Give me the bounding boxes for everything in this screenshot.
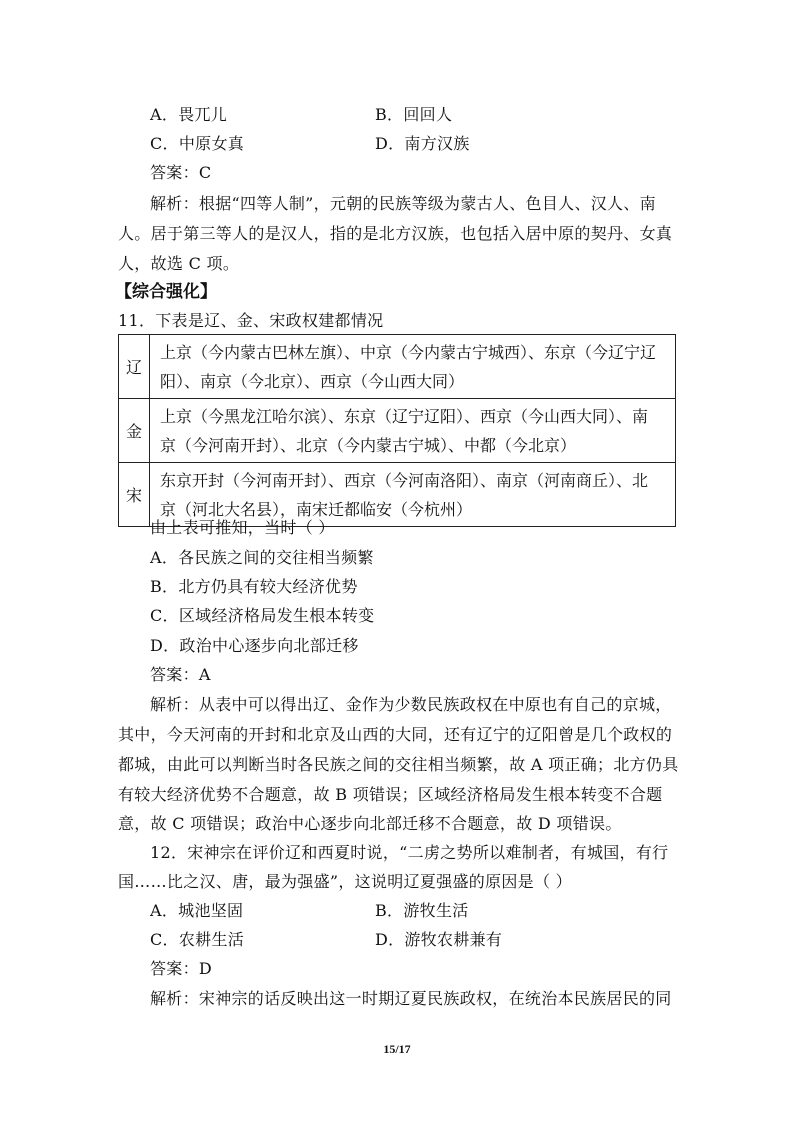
table-cell-line: 东京开封（今河南开封）、西京（今河南洛阳）、南京（河南商丘）、北 bbox=[160, 471, 649, 490]
table-cell-dynasty: 金 bbox=[119, 399, 150, 463]
table-cell-capitals bbox=[150, 399, 676, 463]
q10-option-b: B．回回人 bbox=[375, 105, 453, 124]
table-cell-line: 京（今河南开封）、北京（今内蒙古宁城）、中都（今北京） bbox=[160, 436, 577, 455]
q12-option-d: D．游牧农耕兼有 bbox=[375, 930, 503, 949]
q11-stem: 11．下表是辽、金、宋政权建都情况 bbox=[118, 311, 384, 330]
table-row bbox=[119, 335, 676, 399]
q10-option-c: C．中原女真 bbox=[150, 134, 245, 153]
q11-analysis-line: 都城，由此可以判断当时各民族之间的交往相当频繁，故 A 项正确；北方仍具 bbox=[118, 755, 679, 774]
q11-option-b: B．北方仍具有较大经济优势 bbox=[150, 577, 358, 596]
q12-option-c: C．农耕生活 bbox=[150, 930, 245, 949]
q10-option-d: D．南方汉族 bbox=[375, 134, 470, 153]
table-cell-dynasty: 宋 bbox=[119, 463, 150, 527]
table-cell-line: 上京（今内蒙古巴林左旗）、中京（今内蒙古宁城西）、东京（今辽宁辽 bbox=[160, 343, 657, 362]
q10-analysis-line: 人，故选 C 项。 bbox=[118, 254, 240, 273]
q11-option-d: D．政治中心逐步向北部迁移 bbox=[150, 636, 359, 655]
table-row bbox=[119, 399, 676, 463]
q11-analysis-line: 其中，今天河南的开封和北京及山西的大同，还有辽宁的辽阳曾是几个政权的 bbox=[118, 725, 673, 744]
q10-option-a: A．畏兀儿 bbox=[150, 105, 228, 124]
q11-analysis-line: 有较大经济优势不合题意，故 B 项错误；区域经济格局发生根本转变不合题 bbox=[118, 785, 663, 804]
q11-option-a: A．各民族之间的交往相当频繁 bbox=[150, 548, 374, 567]
q10-answer: 答案：C bbox=[150, 163, 212, 182]
page-number: 15/17 bbox=[383, 1042, 411, 1056]
q12-stem-line: 12．宋神宗在评价辽和西夏时说，“二虏之势所以难制者，有城国，有行 bbox=[150, 843, 669, 862]
table-cell-line: 上京（今黑龙江哈尔滨）、东京（辽宁辽阳）、西京（今山西大同）、南 bbox=[160, 407, 649, 426]
q12-option-b: B．游牧生活 bbox=[375, 901, 469, 920]
table-cell-capitals bbox=[150, 335, 676, 399]
table-cell-dynasty: 辽 bbox=[119, 335, 150, 399]
q12-stem-line: 国……比之汉、唐，最为强盛”，这说明辽夏强盛的原因是（ ） bbox=[118, 872, 572, 891]
table-cell-line: 阳）、南京（今北京）、西京（今山西大同） bbox=[160, 372, 465, 391]
q11-option-c: C．区域经济格局发生根本转变 bbox=[150, 606, 375, 625]
q11-answer: 答案：A bbox=[150, 665, 211, 684]
q11-analysis-line: 解析：从表中可以得出辽、金作为少数民族政权在中原也有自己的京城， bbox=[150, 695, 672, 714]
q11-question: 由上表可推知，当时（ ） bbox=[150, 518, 335, 537]
q11-analysis-line: 意，故 C 项错误；政治中心逐步向北部迁移不合题意，故 D 项错误。 bbox=[118, 814, 622, 833]
section-title: 【综合强化】 bbox=[115, 282, 217, 302]
q12-analysis-line: 解析：宋神宗的话反映出这一时期辽夏民族政权，在统治本民族居民的同 bbox=[150, 989, 672, 1008]
table-cell-line: 京（河北大名县），南宋迁都临安（今杭州） bbox=[160, 500, 473, 519]
capitals-table bbox=[118, 334, 676, 527]
q12-answer: 答案：D bbox=[150, 959, 213, 978]
q10-analysis-line: 人。居于第三等人的是汉人，指的是北方汉族，也包括入居中原的契丹、女真 bbox=[118, 224, 673, 243]
q10-analysis-line: 解析：根据“四等人制”，元朝的民族等级为蒙古人、色目人、汉人、南 bbox=[150, 194, 656, 213]
q12-option-a: A．城池坚固 bbox=[150, 901, 244, 920]
